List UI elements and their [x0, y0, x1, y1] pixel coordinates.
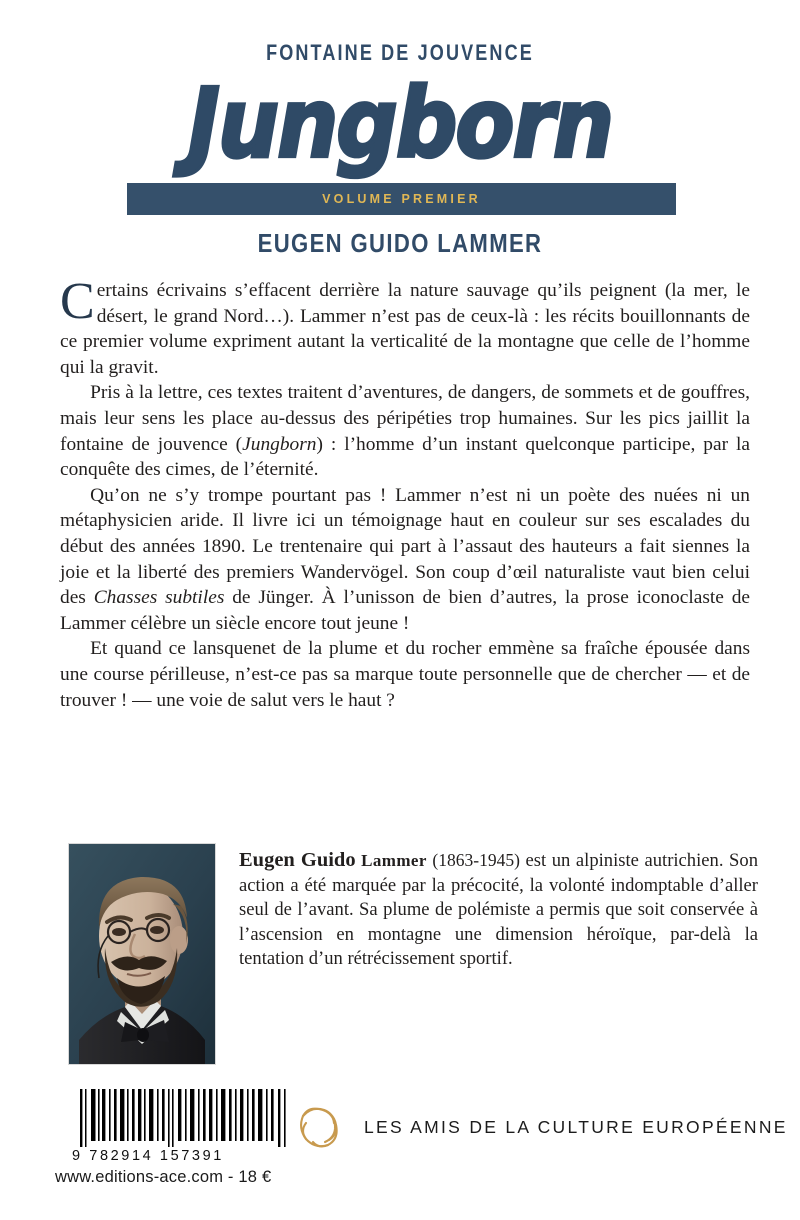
volume-banner	[127, 183, 676, 215]
swirl-ring-logo-icon	[296, 1104, 342, 1150]
barcode-bars	[72, 1089, 290, 1147]
bio-author-firstname: Eugen Guido	[239, 849, 356, 871]
portrait-image	[69, 844, 215, 1064]
isbn-digits: 9 782914 157391	[72, 1148, 224, 1164]
blurb-paragraph-3-part-a: Qu’on ne s’y trompe pourtant pas ! Lammer n’est ni un poète des nuées ni un métaphysicien aride. Il livre ici un témoignage haut en couleur sur ses escalades du début des années 1890. Le trentenaire qui part à l’assaut des hauteurs a fait siennes la joie et la liberté des premiers Wandervögel. Son coup d’œil naturaliste vaut bien celui des	[60, 484, 750, 609]
series-line: FONTAINE DE JOUVENCE	[266, 40, 534, 65]
bio-author-surname: Lammer	[361, 851, 427, 870]
blurb-paragraph-2-part-a: Pris à la lettre, ces textes traitent d’aventures, de dangers, de sommets et de gouffres, mais leur sens les place au-dessus des péripéties trop humaines. Sur les pics jaillit la fontaine de jouvence (	[60, 382, 750, 455]
author-portrait	[68, 843, 216, 1065]
blurb-paragraph-3-part-b: de Jünger. À l’unisson de bien d’autres, la prose iconoclaste de Lammer célèbre un siècle encore tout jeune !	[60, 587, 751, 634]
blurb-italic-jungborn: Jungborn	[242, 433, 317, 455]
blurb-italic-chasses-subtiles: Chasses subtiles	[93, 587, 225, 609]
blurb-paragraph-3	[60, 483, 750, 637]
blurb-paragraph-2-part-b: ) : l’homme d’un instant quelconque participe, par la conquête des cimes, de l’éternité.	[60, 433, 750, 481]
page-title: Jungborn	[187, 68, 613, 181]
blurb-paragraph-2	[60, 380, 750, 482]
volume-banner-label: VOLUME PREMIER	[322, 192, 481, 206]
blurb-paragraph-4: Et quand ce lansquenet de la plume et du rocher emmène sa fraîche épousée dans une course périlleuse, n’est-ce pas sa marque toute personnelle que de chercher — et de trouver ! — une voie de salut vers le haut ?	[60, 638, 750, 711]
bio-author-dates: (1863-1945)	[432, 850, 520, 870]
publisher-block	[296, 1104, 788, 1150]
bio-author-description: est un alpiniste autrichien. Son action a été marquée par la précocité, la volonté indomptable d’aller seul de l’avant. Sa plume de polémiste a permis que soit conservée à l’ascension en montagne une dimension héroïque, par-delà la tentation d’un rétrécissement sportif.	[239, 850, 758, 970]
blurb-text	[60, 273, 751, 713]
publisher-name: LES AMIS DE LA CULTURE EUROPÉENNE	[364, 1116, 788, 1137]
blurb-paragraph-1: Certains écrivains s’effacent derrière la nature sauvage qu’ils peignent (la mer, le désert, le grand Nord…). Lammer n’est pas de ceux-là : les récits bouillonnants de ce premier volume expriment autant la verticalité de la montagne que celle de l’homme qui la gravit.	[60, 273, 750, 378]
isbn-barcode	[72, 1089, 294, 1164]
author-name: EUGEN GUIDO LAMMER	[257, 228, 543, 258]
author-bio-text	[239, 848, 758, 972]
shop-line: www.editions-ace.com - 18 €	[55, 1168, 272, 1186]
